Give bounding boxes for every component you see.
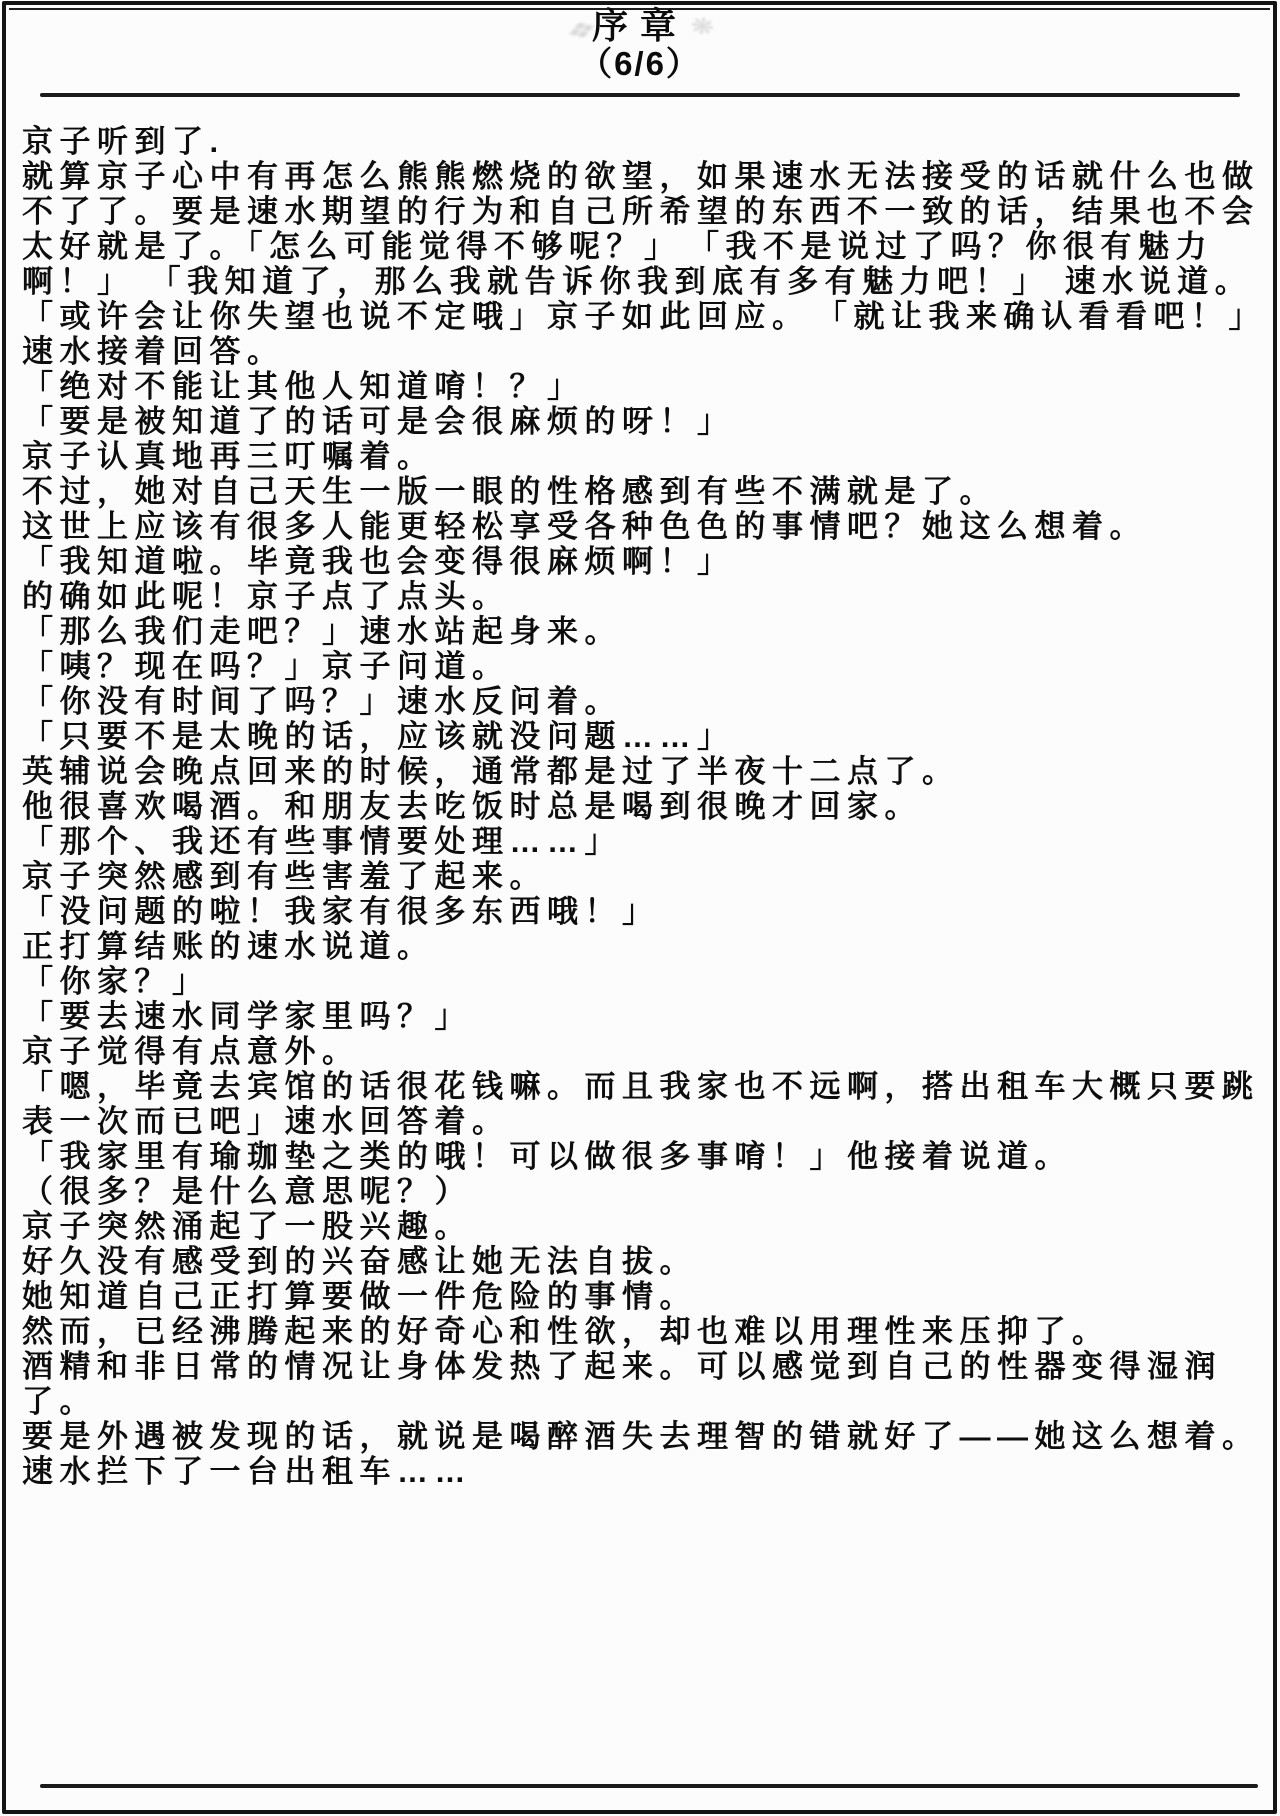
text-line: 「那么我们走吧？」速水站起身来。 <box>22 614 622 649</box>
text-line: 「你家？」 <box>22 964 210 999</box>
text-line: 不了了。要是速水期望的行为和自己所希望的东西不一致的话，结果也不会 <box>22 194 1260 229</box>
header-divider <box>40 93 1240 97</box>
text-line: 「绝对不能让其他人知道唷！？」 <box>22 369 585 404</box>
text-line: 「要去速水同学家里吗？」 <box>22 999 472 1034</box>
text-line: 正打算结账的速水说道。 <box>22 929 435 964</box>
text-line: 要是外遇被发现的话，就说是喝醉酒失去理智的错就好了——她这么想着。 <box>22 1419 1260 1454</box>
footer-divider <box>40 1784 1258 1788</box>
text-line: 就算京子心中有再怎么熊熊燃烧的欲望，如果速水无法接受的话就什么也做 <box>22 159 1260 194</box>
text-line: 她知道自己正打算要做一件危险的事情。 <box>22 1279 697 1314</box>
text-line: 「我知道啦。毕竟我也会变得很麻烦啊！」 <box>22 544 735 579</box>
text-line: 京子听到了. <box>22 124 225 159</box>
text-line: 「你没有时间了吗？」速水反问着。 <box>22 684 622 719</box>
text-line: 酒精和非日常的情况让身体发热了起来。可以感觉到自己的性器变得湿润 <box>22 1349 1222 1384</box>
text-line: 京子认真地再三叮嘱着。 <box>22 439 435 474</box>
text-line: 速水接着回答。 <box>22 334 285 369</box>
text-line: 「咦？现在吗？」京子问道。 <box>22 649 510 684</box>
text-line: 「或许会让你失望也说不定哦」京子如此回应。 「就让我来确认看看吧！」 <box>22 299 1266 334</box>
text-line: 「我家里有瑜珈垫之类的哦！可以做很多事唷！」他接着说道。 <box>22 1139 1072 1174</box>
text-line: 好久没有感受到的兴奋感让她无法自拔。 <box>22 1244 697 1279</box>
scan-smudge-right-icon: ❋ <box>688 12 717 41</box>
text-line: 啊！」 「我知道了，那么我就告诉你我到底有多有魅力吧！」 速水说道。 <box>22 264 1253 299</box>
page-header <box>0 6 1280 82</box>
text-line: 了。 <box>22 1384 97 1419</box>
text-line: 太好就是了。「怎么可能觉得不够呢？」 「我不是说过了吗？你很有魅力 <box>22 229 1213 264</box>
text-line: 「要是被知道了的话可是会很麻烦的呀！」 <box>22 404 735 439</box>
text-line: 不过，她对自己天生一版一眼的性格感到有些不满就是了。 <box>22 474 997 509</box>
text-line: 英辅说会晚点回来的时候，通常都是过了半夜十二点了。 <box>22 754 960 789</box>
text-line: 「没问题的啦！我家有很多东西哦！」 <box>22 894 660 929</box>
text-line: 表一次而已吧」速水回答着。 <box>22 1104 510 1139</box>
text-line: 「嗯，毕竟去宾馆的话很花钱嘛。而且我家也不远啊，搭出租车大概只要跳 <box>22 1069 1260 1104</box>
body-text <box>22 124 1266 1489</box>
text-line: 京子突然涌起了一股兴趣。 <box>22 1209 472 1244</box>
text-line: 这世上应该有很多人能更轻松享受各种色色的事情吧？她这么想着。 <box>22 509 1147 544</box>
text-line: 然而，已经沸腾起来的好奇心和性欲，却也难以用理性来压抑了。 <box>22 1314 1110 1349</box>
text-line: 「那个、我还有些事情要处理……」 <box>22 824 622 859</box>
page-indicator: （6/6） <box>579 45 701 82</box>
scan-smudge-left-icon: ❖ <box>562 13 601 48</box>
text-line: （很多？是什么意思呢？） <box>22 1174 472 1209</box>
text-line: 京子突然感到有些害羞了起来。 <box>22 859 547 894</box>
text-line: 速水拦下了一台出租车…… <box>22 1454 472 1489</box>
text-line: 他很喜欢喝酒。和朋友去吃饭时总是喝到很晚才回家。 <box>22 789 922 824</box>
chapter-title: 序章 <box>591 5 688 46</box>
text-line: 「只要不是太晚的话，应该就没问题……」 <box>22 719 735 754</box>
text-line: 的确如此呢！京子点了点头。 <box>22 579 510 614</box>
text-line: 京子觉得有点意外。 <box>22 1034 360 1069</box>
